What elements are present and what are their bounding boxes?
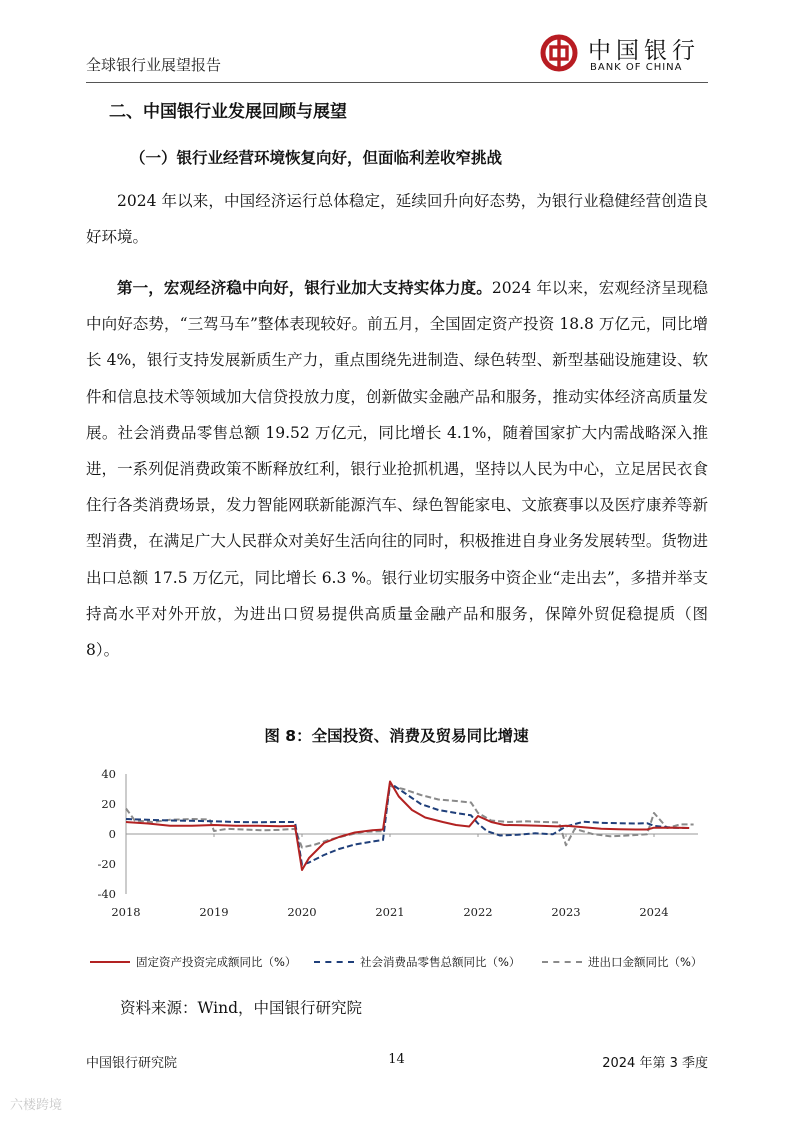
x-tick-label-6: 2024 (639, 905, 669, 919)
paragraph-lead: 第一，宏观经济稳中向好，银行业加大支持实体力度。 (117, 278, 492, 297)
logo-english-text: BANK OF CHINA (590, 62, 683, 73)
footer-institute: 中国银行研究院 (86, 1056, 178, 1071)
footer-period: 2024 年第 3 季度 (602, 1056, 708, 1071)
legend-label-investment: 固定资产投资完成额同比（%） (136, 955, 297, 969)
sub-section-title: （一）银行业经营环境恢复向好，但面临利差收窄挑战 (130, 149, 503, 167)
legend-swatch-trade (542, 961, 582, 963)
figure-title: 图 8：全国投资、消费及贸易同比增速 (264, 727, 529, 745)
x-tick-label-2: 2020 (287, 905, 317, 919)
chart-legend (86, 954, 708, 974)
legend-item-investment (90, 954, 296, 970)
bank-of-china-emblem-icon (540, 34, 578, 72)
x-tick-label-5: 2023 (551, 905, 581, 919)
legend-swatch-investment (90, 961, 130, 963)
x-tick-label-1: 2019 (199, 905, 229, 919)
legend-item-retail (314, 954, 520, 970)
legend-item-trade (542, 954, 702, 970)
x-tick-label-0: 2018 (111, 905, 141, 919)
header-divider (86, 82, 708, 83)
data-source: 资料来源：Wind，中国银行研究院 (120, 999, 363, 1017)
line-series-trade (126, 786, 694, 848)
line-series-investment (126, 782, 689, 871)
paragraph-intro: 2024 年以来，中国经济运行总体稳定，延续回升向好态势，为银行业稳健经营创造良好环境。 (86, 192, 708, 247)
paragraph-body: 2024 年以来，宏观经济呈现稳中向好态势，“三驾马车”整体表现较好。前五月，全国固定资产投资 18.8 万亿元，同比增长 4%，银行支持发展新质生产力，重点围绕先进制造、绿色转型、新型基础设施建设、软件和信息技术等领域加大信贷投放力度，创新做实金融产品和服务，推动实体经济高质量发展。社会消费品零售总额 19.52 万亿元，同比增长 4.1%，随着国家扩大内需战略深入推进，一系列促消费政策不断释放红利，银行业抢抓机遇，坚持以人民为中心，立足居民衣食住行各类消费场景，发力智能网联新能源汽车、绿色智能家电、文旅赛事以及医疗康养等新型消费，在满足广大人民群众对美好生活向往的同时，积极推进自身业务发展转型。货物进出口总额 17.5 万亿元，同比增长 6.3 %。银行业切实服务中资企业“走出去”，多措并举支持高水平对外开放，为进出口贸易提供高质量金融产品和服务，保障外贸促稳提质（图 8）。 (86, 279, 708, 660)
bank-logo (540, 32, 708, 78)
logo-chinese-text: 中国银行 (588, 38, 700, 64)
y-tick-label-4: -40 (97, 887, 116, 901)
growth-line-chart (86, 764, 708, 924)
legend-label-retail: 社会消费品零售总额同比（%） (360, 955, 521, 969)
legend-swatch-retail (314, 961, 354, 963)
section-title: 二、中国银行业发展回顾与展望 (109, 102, 347, 122)
y-tick-label-0: 40 (101, 767, 116, 781)
page-header (86, 28, 708, 88)
legend-label-trade: 进出口金额同比（%） (588, 955, 703, 969)
y-tick-label-2: 0 (108, 827, 116, 841)
report-title: 全球银行业展望报告 (86, 56, 222, 74)
y-tick-label-1: 20 (101, 797, 116, 811)
x-tick-label-3: 2021 (375, 905, 405, 919)
paragraph-macro (86, 270, 708, 668)
watermark: 六楼跨境 (10, 1098, 63, 1113)
y-tick-label-3: -20 (97, 857, 116, 871)
page-number: 14 (388, 1052, 405, 1067)
x-tick-label-4: 2022 (463, 905, 493, 919)
